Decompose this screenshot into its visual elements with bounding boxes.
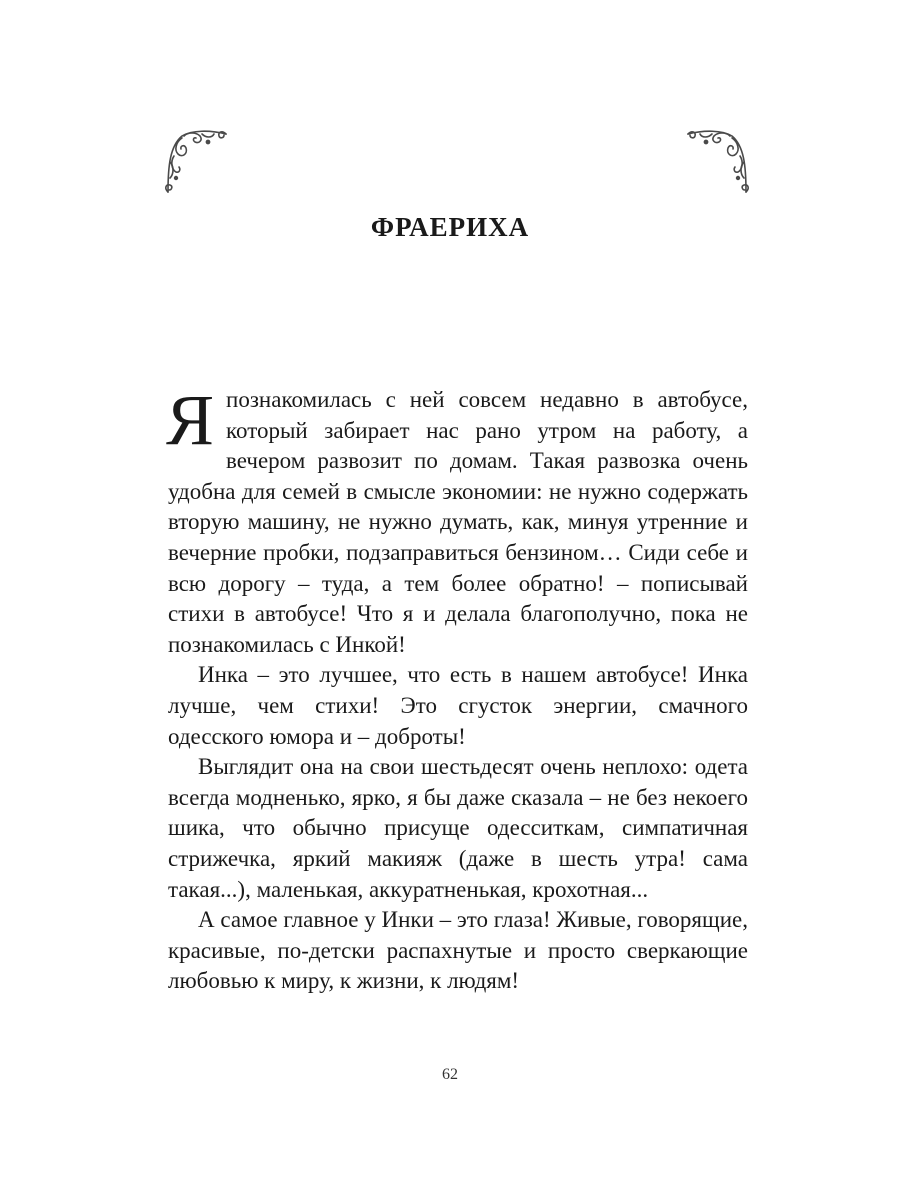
paragraph-3: Выглядит она на свои шестьдесят очень неплохо: одета всегда модненько, ярко, я бы даже сказала – не без некоего шика, что обычно присуще одесситкам, симпатичная стрижечка, яркий макияж (даже в шесть утра! сама такая...), маленькая, аккуратненькая, крохотная... [168, 754, 748, 902]
paragraph-1-text: познакомилась с ней совсем недавно в автобусе, который забирает нас рано утром на работу, а вечером развозит по домам. Такая развозка очень удобна для семей в смысле экономии: не нужно содержать вторую машину, не нужно думать, как, минуя утренние и вечерние пробки, подзаправиться бензином… Сиди себе и всю дорогу – туда, а тем более обратно! – пописывай стихи в автобусе! Что я и делала благополучно, пока не познакомилась с Инкой! [168, 387, 748, 657]
paragraph-2: Инка – это лучшее, что есть в нашем автобусе! Инка лучше, чем стихи! Это сгусток энергии, смачного одесского юмора и – доброты! [168, 662, 748, 749]
chapter-body [166, 380, 748, 997]
chapter-title: ФРАЕРИХА [370, 212, 530, 242]
drop-cap: Я [166, 380, 215, 460]
paragraph-4: А самое главное у Инки – это глаза! Живые, говорящие, красивые, по-детски распахнутые и просто сверкающие любовью к миру, к жизни, к людям! [168, 907, 748, 994]
page-number: 62 [442, 1066, 458, 1083]
paragraph-1 [166, 380, 748, 660]
corner-flourish-left-icon [162, 126, 230, 196]
corner-flourish-right-icon [684, 126, 752, 196]
